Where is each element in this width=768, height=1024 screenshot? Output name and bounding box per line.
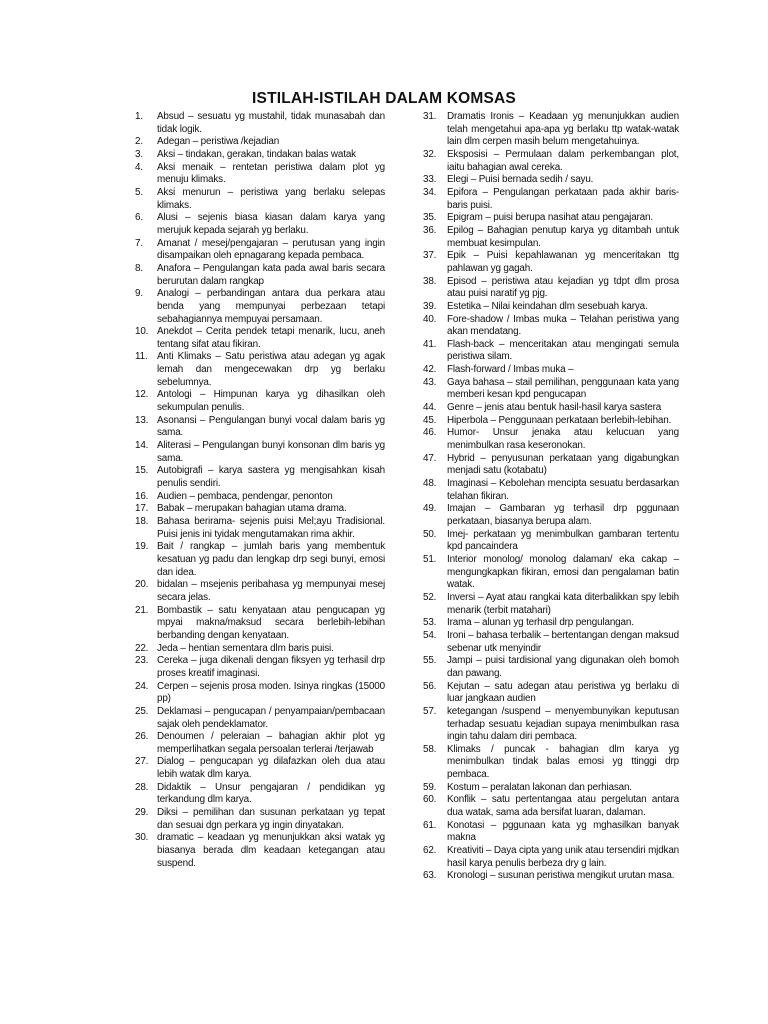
entry-definition: Episod – peristiwa atau kejadian yg tdpt dlm prosa atau puisi naratif yg pjg. — [447, 275, 679, 300]
entry-definition: Kostum – peralatan lakonan dan perhiasan. — [447, 781, 632, 793]
entry-number: 42. — [423, 364, 437, 376]
entry-definition: Kreativiti – Daya cipta yang unik atau tersendiri mjdkan hasil karya penulis berbeza dry g lain. — [447, 845, 680, 869]
glossary-entry — [135, 756, 385, 781]
entry-number: 25. — [135, 705, 149, 717]
glossary-entry — [135, 111, 385, 136]
entry-number: 13. — [135, 414, 149, 426]
glossary-entry — [423, 794, 679, 819]
entry-number: 35. — [423, 212, 437, 224]
entry-number: 15. — [135, 465, 149, 477]
glossary-entry — [423, 655, 679, 680]
entry-number: 7. — [135, 237, 143, 249]
entry-definition: Diksi – pemilihan dan susunan perkataan yg tepat dan sesuai dgn perkara yg ingin dinyatakan. — [157, 807, 385, 831]
glossary-entry — [423, 706, 679, 744]
entry-definition: Audien – pembaca, pendengar, penonton — [157, 490, 333, 502]
entry-number: 1. — [135, 111, 143, 122]
entry-number: 50. — [423, 528, 437, 540]
entry-number: 9. — [135, 288, 143, 300]
glossary-left-column — [135, 111, 385, 870]
glossary-entry — [423, 212, 679, 225]
glossary-entry — [135, 238, 385, 263]
glossary-entry — [135, 263, 385, 288]
entry-definition: Bahasa berirama- sejenis puisi Mel;ayu Tradisional. Puisi jenis ini tyidak mengutamakan rima akhir. — [157, 516, 385, 540]
glossary-entry — [135, 706, 385, 731]
entry-number: 45. — [423, 414, 437, 426]
entry-number: 6. — [135, 212, 143, 224]
glossary-entry — [135, 782, 385, 807]
entry-number: 11. — [135, 351, 148, 363]
glossary-entry — [423, 554, 679, 592]
glossary-entry — [423, 149, 679, 174]
entry-number: 53. — [423, 617, 437, 629]
entry-number: 38. — [423, 275, 437, 287]
glossary-right-column — [423, 111, 679, 883]
glossary-entry — [423, 845, 679, 870]
entry-definition: Aksi menurun – peristiwa yang berlaku selepas klimaks. — [157, 186, 385, 211]
entry-definition: Ironi – bahasa terbalik – bertentangan dengan maksud sebenar utk menyindir — [447, 629, 679, 654]
entry-definition: Epilog – Bahagian penutup karya yg ditambah untuk membuat kesimpulan. — [447, 224, 679, 249]
entry-definition: Elegi – Puisi bernada sedih / sayu. — [447, 174, 594, 186]
entry-definition: Aliterasi – Pengulangan bunyi konsonan dlm baris yg sama. — [157, 440, 385, 464]
entry-definition: Analogi – perbandingan antara dua perkara atau benda yang mempunyai perbezaan tetapi sebahagiannya mempuyai persamaan. — [157, 288, 385, 325]
entry-definition: Hiperbola – Penggunaan perkataan berlebih-lebihan. — [447, 414, 672, 426]
glossary-entry — [423, 870, 679, 883]
entry-number: 58. — [423, 743, 437, 755]
entry-number: 47. — [423, 452, 437, 464]
entry-number: 39. — [423, 300, 437, 312]
entry-number: 28. — [135, 781, 149, 793]
entry-definition: Anti Klimaks – Satu peristiwa atau adegan yg agak lemah dan mengecewakan drp yg berlaku sebelumnya. — [157, 351, 385, 388]
entry-definition: Aksi menaik – rentetan peristiwa dalam plot yg menuju klimaks. — [157, 161, 385, 186]
entry-number: 44. — [423, 402, 437, 414]
glossary-entry — [423, 301, 679, 314]
entry-definition: Genre – jenis atau bentuk hasil-hasil karya sastera — [447, 402, 662, 414]
glossary-entry — [423, 225, 679, 250]
entry-definition: Adegan – peristiwa /kejadian — [157, 136, 280, 148]
glossary-entry — [423, 453, 679, 478]
entry-number: 60. — [423, 794, 437, 806]
entry-definition: ketegangan /suspend – menyembunyikan keputusan terhadap sesuatu kejadian supaya menimbulkan rasa ingin tahu dalam diri pembaca. — [447, 705, 679, 743]
entry-definition: Eksposisi – Permulaan dalam perkembangan plot, iaitu bahagian awal cereka. — [447, 148, 679, 173]
entry-definition: Babak – merupakan bahagian utama drama. — [157, 503, 347, 515]
glossary-entry — [423, 630, 679, 655]
glossary-entry — [423, 617, 679, 630]
glossary-entry — [135, 351, 385, 389]
glossary-entry — [423, 592, 679, 617]
entry-number: 40. — [423, 313, 437, 325]
entry-definition: Flash-back – menceritakan atau mengingati semula peristiwa silam. — [447, 338, 679, 363]
entry-number: 37. — [423, 250, 437, 262]
entry-definition: Amanat / mesej/pengajaran – perutusan yang ingin disampaikan oleh epnagarang kepada pembaca. — [157, 237, 385, 262]
entry-definition: Bait / rangkap – jumlah baris yang membentuk kesatuan yg padu dan lengkap drp segi bunyi, emosi dan idea. — [157, 541, 385, 578]
glossary-entry — [423, 744, 679, 782]
entry-number: 33. — [423, 174, 437, 186]
entry-definition: Epik – Puisi kepahlawanan yg menceritakan ttg pahlawan yg gagah. — [447, 250, 679, 274]
entry-definition: dramatic – keadaan yg menunjukkan aksi watak yg biasanya berada dlm keadaan ketegangan atau suspend. — [157, 832, 385, 869]
glossary-entry — [135, 212, 385, 237]
entry-definition: Asonansi – Pengulangan bunyi vocal dalam baris yg sama. — [157, 414, 385, 439]
glossary-entry — [135, 832, 385, 870]
entry-definition: Inversi – Ayat atau rangkai kata diterbalikkan spy lebih menarik (terbit matahari) — [447, 591, 679, 616]
entry-number: 61. — [423, 819, 437, 831]
glossary-entry — [423, 820, 679, 845]
entry-definition: Imaginasi – Kebolehan mencipta sesuatu berdasarkan telahan fikiran. — [447, 478, 679, 502]
glossary-entry — [135, 465, 385, 490]
entry-number: 49. — [423, 503, 437, 515]
glossary-entry — [423, 681, 679, 706]
entry-definition: Irama – alunan yg terhasil drp pengulangan. — [447, 617, 634, 629]
entry-number: 20. — [135, 579, 149, 591]
entry-number: 56. — [423, 680, 437, 692]
glossary-entry — [135, 605, 385, 643]
glossary-entry — [135, 655, 385, 680]
entry-number: 55. — [423, 655, 437, 667]
entry-definition: Anafora – Pengulangan kata pada awal baris secara berurutan dalam rangkap — [157, 262, 385, 287]
entry-number: 18. — [135, 516, 149, 527]
entry-number: 46. — [423, 427, 437, 439]
entry-definition: Epifora – Pengulangan perkataan pada akhir baris-baris puisi. — [447, 186, 679, 211]
entry-number: 48. — [423, 478, 437, 490]
entry-number: 14. — [135, 440, 149, 452]
entry-definition: Dialog – pengucapan yg dilafazkan oleh dua atau lebih watak dlm karya. — [157, 756, 385, 781]
glossary-entry — [135, 503, 385, 516]
glossary-entry — [135, 136, 385, 149]
entry-definition: Konotasi – pggunaan kata yg mghasilkan banyak makna — [447, 819, 679, 844]
glossary-entry — [423, 314, 679, 339]
glossary-entry — [135, 326, 385, 351]
entry-number: 62. — [423, 845, 437, 857]
glossary-entry — [423, 276, 679, 301]
glossary-entry — [423, 402, 679, 415]
entry-number: 10. — [135, 326, 149, 338]
entry-definition: Imajan – Gambaran yg terhasil drp pggunaan perkataan, biasanya berupa alam. — [447, 503, 679, 527]
entry-number: 52. — [423, 591, 437, 603]
entry-number: 54. — [423, 629, 437, 641]
entry-definition: Deklamasi – pengucapan / penyampaian/pembacaan sajak oleh pendeklamator. — [157, 705, 385, 730]
entry-definition: Dramatis Ironis – Keadaan yg menunjukkan audien telah mengetahui apa-apa yg berlaku ttp watak-watak lain dlm cerpen masih belum mengetahuinya. — [447, 111, 679, 148]
entry-definition: Alusi – sejenis biasa kiasan dalam karya yang merujuk kepada sejarah yg berlaku. — [157, 212, 385, 236]
glossary-entry — [135, 643, 385, 656]
entry-number: 31. — [423, 111, 437, 122]
glossary-entry — [423, 111, 679, 149]
entry-number: 22. — [135, 642, 149, 654]
entry-definition: Cereka – juga dikenali dengan fiksyen yg terhasil drp proses kreatif imaginasi. — [157, 655, 385, 679]
entry-definition: Jampi – puisi tardisional yang digunakan oleh bomoh dan pawang. — [447, 655, 679, 679]
entry-number: 32. — [423, 148, 437, 160]
entry-number: 3. — [135, 148, 143, 160]
entry-number: 59. — [423, 781, 437, 793]
entry-definition: Denoumen / peleraian – bahagian akhir plot yg memperlihatkan segala persoalan terlerai /terjawab — [157, 731, 385, 755]
entry-definition: Didaktik – Unsur pengajaran / pendidikan yg terkandung dlm karya. — [157, 781, 385, 806]
glossary-entry — [423, 250, 679, 275]
entry-number: 21. — [135, 604, 149, 616]
glossary-entry — [423, 364, 679, 377]
entry-number: 12. — [135, 389, 149, 401]
glossary-entry — [135, 807, 385, 832]
entry-number: 29. — [135, 807, 149, 819]
entry-number: 34. — [423, 186, 437, 198]
glossary-entry — [423, 427, 679, 452]
glossary-entry — [423, 415, 679, 428]
entry-definition: Bombastik – satu kenyataan atau pengucapan yg mpyai makna/maksud secara berlebih-lebihan berbanding dengan kenyataan. — [157, 604, 385, 641]
glossary-entry — [423, 174, 679, 187]
entry-number: 16. — [135, 490, 149, 502]
entry-definition: Interior monolog/ monolog dalaman/ eka cakap – mengungkapkan fikiran, emosi dan pengalaman batin watak. — [447, 553, 679, 591]
entry-definition: Hybrid – penyusunan perkataan yang digabungkan menjadi satu (kotabatu) — [447, 452, 679, 477]
entry-number: 57. — [423, 705, 437, 717]
entry-number: 2. — [135, 136, 143, 148]
glossary-entry — [135, 288, 385, 326]
glossary-entry — [135, 731, 385, 756]
entry-number: 24. — [135, 680, 149, 692]
glossary-entry — [135, 491, 385, 504]
entry-number: 30. — [135, 832, 149, 844]
entry-number: 23. — [135, 655, 149, 667]
entry-definition: Klimaks / puncak - bahagian dlm karya yg menimbulkan tindak balas emosi yg ttinggi drp pembaca. — [447, 743, 679, 781]
glossary-entry — [135, 516, 385, 541]
glossary-entry — [135, 579, 385, 604]
glossary-entry — [135, 415, 385, 440]
glossary-entry — [423, 478, 679, 503]
glossary-entry — [423, 187, 679, 212]
entry-definition: Antologi – Himpunan karya yg dihasilkan oleh sekumpulan penulis. — [157, 389, 385, 414]
glossary-entry — [423, 782, 679, 795]
entry-definition: Fore-shadow / Imbas muka – Telahan peristiwa yang akan mendatang. — [447, 313, 679, 338]
entry-definition: Cerpen – sejenis prosa moden. Isinya ringkas (15000 pp) — [157, 680, 385, 705]
entry-number: 36. — [423, 224, 437, 236]
entry-number: 4. — [135, 161, 143, 173]
entry-definition: Gaya bahasa – stail pemilihan, penggunaan kata yang memberi kesan kpd pengucapan — [447, 376, 679, 401]
page-title: ISTILAH-ISTILAH DALAM KOMSAS — [252, 90, 516, 107]
entry-number: 5. — [135, 186, 143, 198]
entry-definition: Jeda – hentian sementara dlm baris puisi. — [157, 642, 334, 654]
glossary-entry — [423, 503, 679, 528]
entry-definition: Flash-forward / Imbas muka – — [447, 364, 574, 376]
entry-definition: Kejutan – satu adegan atau peristiwa yg berlaku di luar jangkaan audien — [447, 680, 679, 705]
glossary-entry — [135, 681, 385, 706]
entry-definition: Imej- perkataan yg menimbulkan gambaran tertentu kpd pancaindera — [447, 528, 679, 553]
entry-definition: Kronologi – susunan peristiwa mengikut urutan masa. — [447, 870, 675, 882]
entry-number: 27. — [135, 756, 149, 768]
glossary-entry — [423, 529, 679, 554]
entry-number: 17. — [135, 503, 149, 515]
entry-definition: Estetika – Nilai keindahan dlm sesebuah karya. — [447, 300, 648, 312]
entry-number: 41. — [423, 338, 437, 350]
entry-definition: Anekdot – Cerita pendek tetapi menarik, lucu, aneh tentang sifat atau fikiran. — [157, 326, 385, 350]
entry-number: 8. — [135, 262, 143, 274]
glossary-entry — [135, 149, 385, 162]
entry-number: 19. — [135, 541, 149, 553]
entry-number: 51. — [423, 553, 437, 565]
glossary-entry — [135, 187, 385, 212]
entry-definition: Epigram – puisi berupa nasihat atau pengajaran. — [447, 212, 653, 224]
glossary-entry — [135, 389, 385, 414]
entry-number: 43. — [423, 376, 437, 388]
entry-definition: Autobigrafi – karya sastera yg mengisahkan kisah penulis sendiri. — [157, 465, 385, 490]
glossary-entry — [135, 162, 385, 187]
entry-number: 63. — [423, 870, 437, 882]
glossary-entry — [423, 339, 679, 364]
entry-definition: Absud – sesuatu yg mustahil, tidak munasabah dan tidak logik. — [157, 111, 385, 135]
glossary-entry — [423, 377, 679, 402]
entry-definition: Humor- Unsur jenaka atau kelucuan yang menimbulkan rasa keseronokan. — [447, 427, 679, 452]
entry-definition: Aksi – tindakan, gerakan, tindakan balas watak — [157, 148, 356, 160]
entry-definition: bidalan – msejenis peribahasa yg mempunyai mesej secara jelas. — [157, 579, 385, 603]
glossary-entry — [135, 541, 385, 579]
entry-definition: Konflik – satu pertentangaa atau pergelutan antara dua watak, sama ada bersifat luaran, dalaman. — [447, 794, 679, 819]
entry-number: 26. — [135, 731, 149, 743]
glossary-entry — [135, 440, 385, 465]
